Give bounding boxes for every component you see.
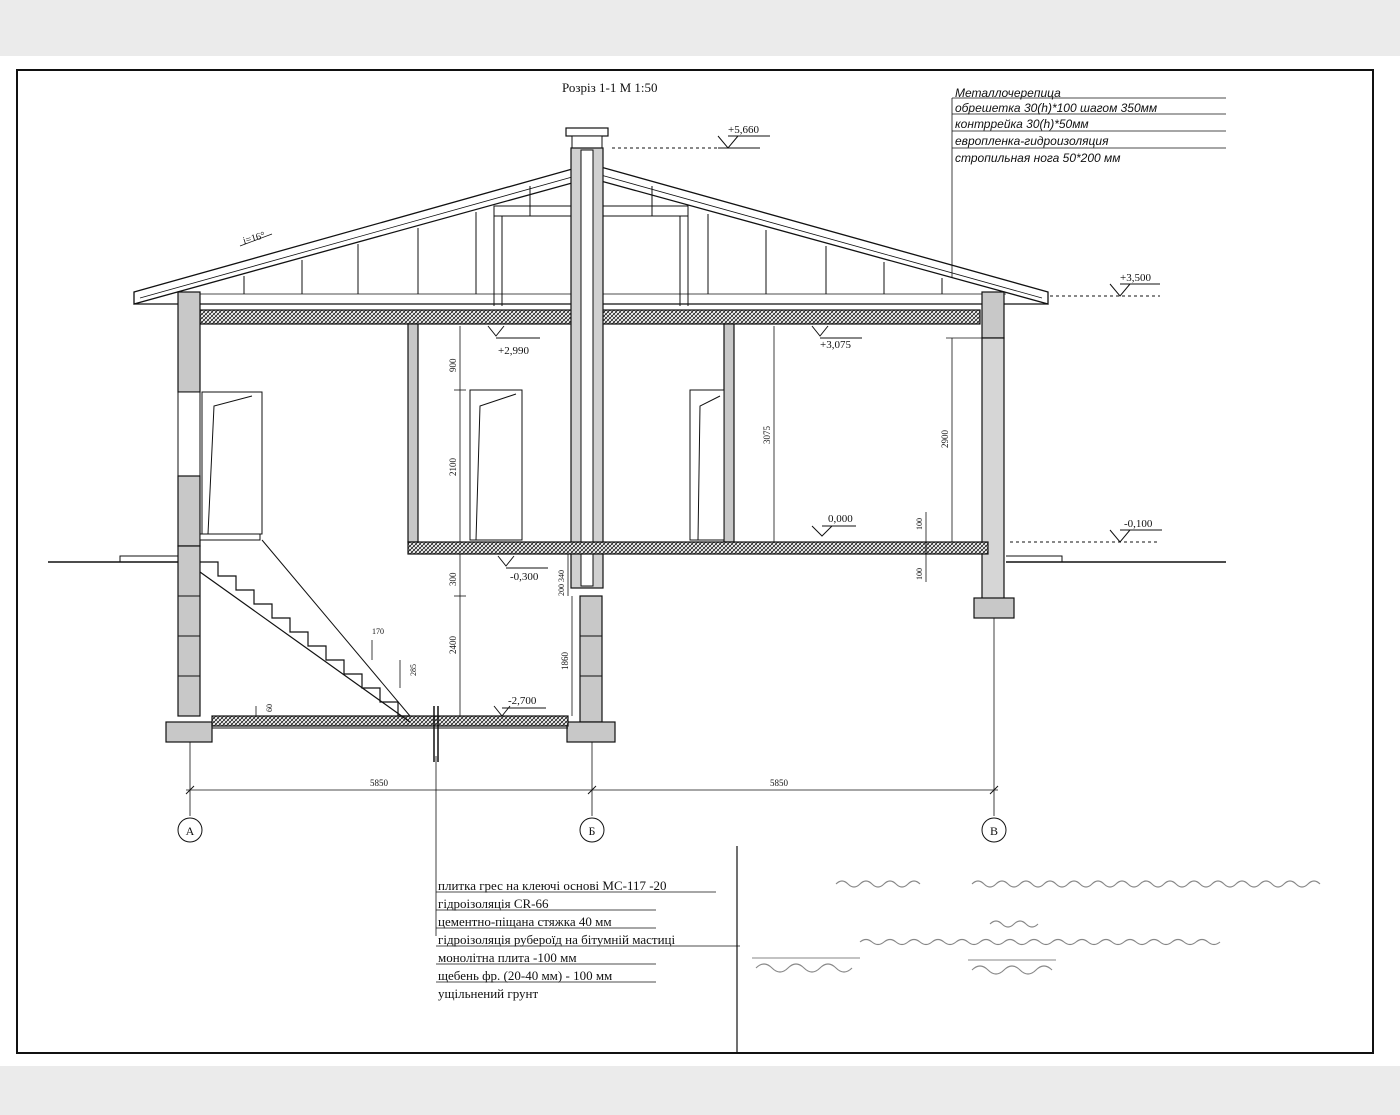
basement-slab	[212, 716, 568, 726]
svg-text:щебень фр. (20-40 мм) - 100 мм: щебень фр. (20-40 мм) - 100 мм	[438, 968, 613, 983]
svg-text:гідроізоляція CR-66: гідроізоляція CR-66	[438, 896, 549, 911]
svg-text:европленка-гидроизоляция: европленка-гидроизоляция	[955, 134, 1109, 148]
svg-text:2900: 2900	[940, 430, 950, 448]
svg-text:300: 300	[448, 572, 458, 586]
svg-text:-0,100: -0,100	[1124, 518, 1153, 530]
svg-text:ущільнений грунт: ущільнений грунт	[438, 986, 539, 1001]
svg-text:170: 170	[372, 627, 384, 636]
svg-text:0,000: 0,000	[828, 513, 853, 525]
svg-text:монолітна плита -100 мм: монолітна плита -100 мм	[438, 950, 577, 965]
svg-text:285: 285	[409, 664, 418, 676]
level-floor	[812, 513, 856, 536]
svg-text:200 340: 200 340	[557, 570, 566, 596]
level-ceiling-left	[488, 326, 540, 357]
wall-axis-b	[567, 596, 615, 742]
svg-text:3075: 3075	[762, 426, 772, 444]
svg-text:стропильная нога 50*200 мм: стропильная нога 50*200 мм	[955, 151, 1121, 165]
svg-text:i=16°: i=16°	[241, 230, 267, 247]
drawing-sheet	[0, 56, 1400, 1066]
door-2	[470, 390, 522, 540]
title-block-faded	[752, 881, 1320, 974]
svg-text:2100: 2100	[448, 458, 458, 476]
roof-layers-callout	[952, 86, 1226, 278]
level-basement-top	[498, 556, 548, 583]
svg-text:обрешетка 30(h)*100 шагом 350м: обрешетка 30(h)*100 шагом 350мм	[955, 101, 1158, 115]
svg-text:+5,660: +5,660	[728, 124, 759, 136]
level-ridge	[612, 124, 770, 148]
svg-text:Б: Б	[588, 824, 596, 838]
svg-text:2400: 2400	[448, 636, 458, 654]
svg-text:100: 100	[915, 518, 924, 530]
section-drawing	[0, 56, 1400, 1066]
svg-text:+3,500: +3,500	[1120, 272, 1151, 284]
svg-text:плитка грес на клеючі основі М: плитка грес на клеючі основі МС-117 -20	[438, 878, 667, 893]
roof-slope-label	[240, 230, 272, 247]
door-3	[690, 390, 724, 540]
partition-1	[408, 324, 418, 542]
partition-2	[724, 324, 734, 542]
level-ceiling-right	[812, 326, 862, 351]
svg-text:цементно-піщана стяжка 40 мм: цементно-піщана стяжка 40 мм	[438, 914, 612, 929]
svg-text:+2,990: +2,990	[498, 345, 529, 357]
level-eaves	[1050, 272, 1160, 296]
floor-layers-callout	[436, 878, 740, 1001]
drawing-title: Розріз 1-1 М 1:50	[562, 80, 658, 95]
svg-text:1860: 1860	[560, 652, 570, 670]
level-basement-floor	[494, 695, 546, 716]
stair-landing	[200, 534, 260, 540]
door-1	[202, 392, 262, 534]
vertical-dimensions	[256, 326, 982, 716]
svg-text:В: В	[989, 824, 999, 838]
blind-area-right	[1006, 556, 1062, 562]
ground-floor-slab	[408, 542, 988, 554]
svg-text:100: 100	[915, 568, 924, 580]
svg-text:гідроізоляція рубероїд на біту: гідроізоляція рубероїд на бітумній мастиці	[438, 932, 676, 947]
svg-text:контррейка 30(h)*50мм: контррейка 30(h)*50мм	[955, 117, 1089, 131]
svg-text:-0,300: -0,300	[510, 571, 539, 583]
svg-text:5850: 5850	[370, 778, 388, 788]
svg-text:Металлочерепица: Металлочерепица	[955, 86, 1061, 100]
blind-area-left	[120, 556, 180, 562]
svg-text:А: А	[185, 824, 195, 838]
svg-text:-2,700: -2,700	[508, 695, 537, 707]
svg-text:5850: 5850	[770, 778, 788, 788]
svg-text:+3,075: +3,075	[820, 339, 851, 351]
svg-text:60: 60	[265, 704, 274, 712]
axis-a	[178, 818, 202, 842]
chimney	[566, 128, 608, 588]
svg-text:900: 900	[448, 358, 458, 372]
axis-b	[580, 818, 604, 842]
wall-axis-v	[974, 292, 1014, 618]
level-ground	[1010, 518, 1162, 542]
axis-v	[982, 818, 1006, 842]
